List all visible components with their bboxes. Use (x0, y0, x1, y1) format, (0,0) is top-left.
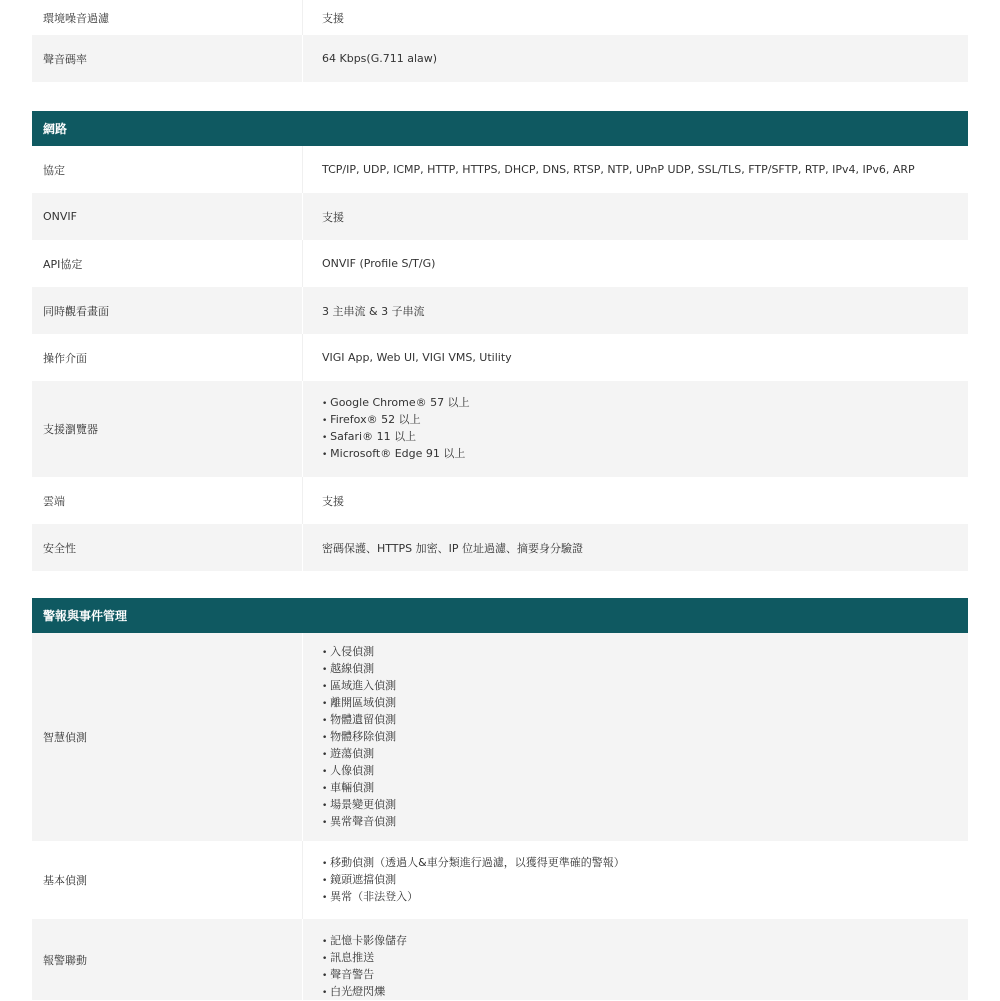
list-item: • 白光燈閃爍 (322, 984, 968, 1001)
spec-label: 報警聯動 (32, 919, 303, 1000)
list-item: • 鏡頭遮擋偵測 (322, 872, 968, 889)
spec-value-list (303, 855, 968, 906)
spec-label: 智慧偵測 (32, 633, 303, 841)
list-item: • 離開區域偵測 (322, 695, 968, 712)
list-item: • 越線偵測 (322, 661, 968, 678)
spec-value: TCP/IP, UDP, ICMP, HTTP, HTTPS, DHCP, DNS, RTSP, NTP, UPnP UDP, SSL/TLS, FTP/SFTP, RTP, IPv4, IPv6, ARP (322, 163, 915, 176)
spec-row-cloud (32, 477, 968, 524)
alarm-spec-table (32, 633, 968, 1000)
list-item: • 異常（非法登入） (322, 889, 968, 906)
list-item: • 入侵偵測 (322, 644, 968, 661)
list-item: • 移動偵測（透過人&車分類進行過濾，以獲得更準確的警報） (322, 855, 968, 872)
list-item: • 遊蕩偵測 (322, 746, 968, 763)
spec-value: VIGI App, Web UI, VIGI VMS, Utility (322, 351, 512, 364)
spec-label: 安全性 (32, 524, 303, 571)
spec-value-list (303, 644, 968, 831)
list-item: • Safari® 11 以上 (322, 429, 968, 446)
spec-label: 基本偵測 (32, 841, 303, 919)
spec-row-alarm-linkage (32, 919, 968, 1000)
list-item: • Firefox® 52 以上 (322, 412, 968, 429)
spec-value: 密碼保護、HTTPS 加密、IP 位址過濾、摘要身分驗證 (322, 541, 584, 555)
section-header-alarm: 警報與事件管理 (32, 598, 968, 633)
list-item: • Google Chrome® 57 以上 (322, 395, 968, 412)
list-item: • 車輛偵測 (322, 780, 968, 797)
spec-value: 支援 (322, 494, 344, 508)
list-item: • Microsoft® Edge 91 以上 (322, 446, 968, 463)
spec-label: 操作介面 (32, 334, 303, 381)
spec-row-browser (32, 381, 968, 477)
spec-row-onvif (32, 193, 968, 240)
list-item: • 異常聲音偵測 (322, 814, 968, 831)
spec-row-smart-detection (32, 633, 968, 841)
spec-row-audio-bitrate (32, 35, 968, 82)
list-item: • 物體遺留偵測 (322, 712, 968, 729)
spec-label: 雲端 (32, 477, 303, 524)
spec-label: API協定 (32, 240, 303, 287)
spec-row-security (32, 524, 968, 571)
spec-row-noise-filter (32, 0, 968, 35)
spec-row-basic-detection (32, 841, 968, 919)
list-item: • 物體移除偵測 (322, 729, 968, 746)
spec-label: 同時觀看畫面 (32, 287, 303, 334)
list-item: • 區域進入偵測 (322, 678, 968, 695)
list-item: • 記憶卡影像儲存 (322, 933, 968, 950)
spec-value: 支援 (322, 210, 344, 224)
list-item: • 聲音警告 (322, 967, 968, 984)
spec-row-api (32, 240, 968, 287)
spec-value-list (303, 395, 968, 463)
audio-spec-table (32, 0, 968, 82)
spec-label: 聲音碼率 (32, 35, 303, 82)
spec-value: ONVIF (Profile S/T/G) (322, 257, 436, 270)
list-item: • 訊息推送 (322, 950, 968, 967)
spec-value: 支援 (322, 11, 344, 25)
list-item: • 場景變更偵測 (322, 797, 968, 814)
spec-label: 協定 (32, 146, 303, 193)
spec-value: 64 Kbps(G.711 alaw) (322, 52, 438, 65)
list-item: • 人像偵測 (322, 763, 968, 780)
spec-row-interface (32, 334, 968, 381)
spec-value-list (303, 919, 968, 1001)
spec-label: ONVIF (32, 193, 303, 240)
spec-label: 支援瀏覽器 (32, 381, 303, 477)
spec-label: 環境噪音過濾 (32, 0, 303, 35)
spec-row-protocol (32, 146, 968, 193)
spec-value: 3 主串流 & 3 子串流 (322, 304, 425, 318)
spec-row-simultaneous-view (32, 287, 968, 334)
section-header-network: 網路 (32, 111, 968, 146)
network-spec-table (32, 146, 968, 571)
